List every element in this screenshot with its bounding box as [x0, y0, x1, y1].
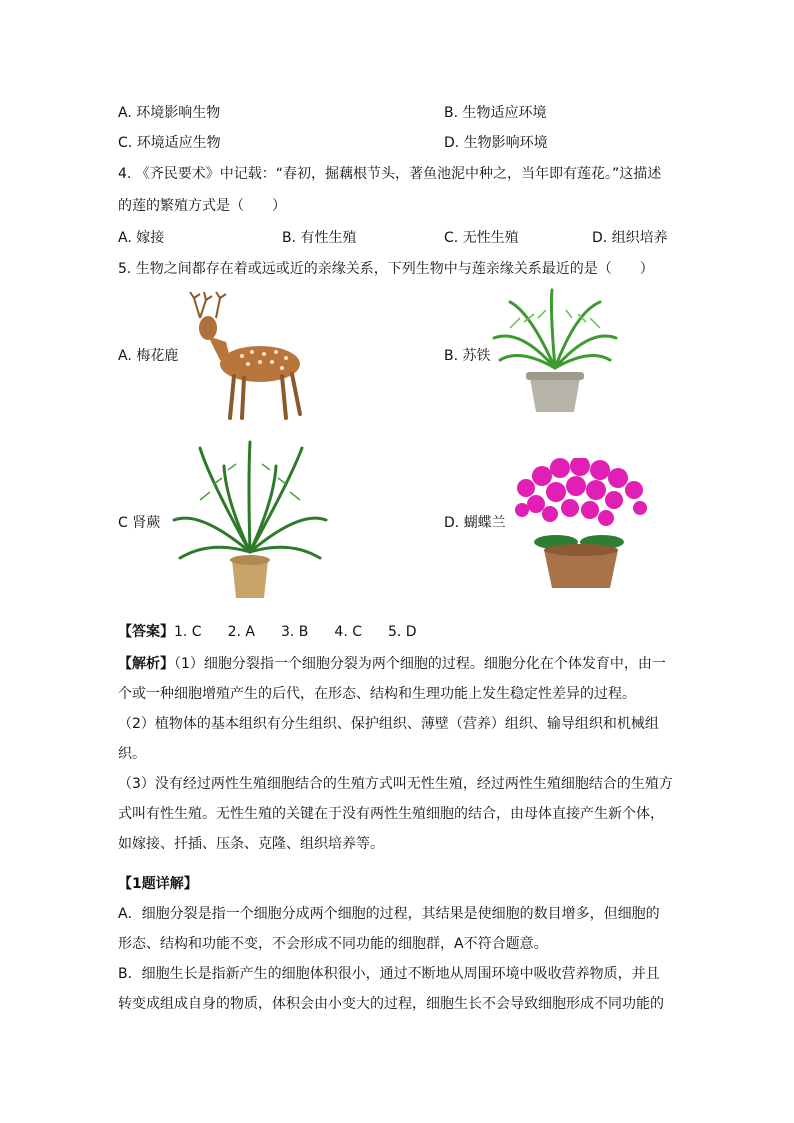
q5-option-c: C 肾蕨 [118, 515, 161, 531]
answer-item: 4. C [334, 624, 362, 640]
detail-title: 【1题详解】 [118, 876, 198, 892]
answer-item: 3. B [280, 624, 309, 640]
analysis-p2-line2: 织。 [118, 746, 146, 762]
analysis-p2-line1: （2）植物体的基本组织有分生组织、保护组织、薄壁（营养）组织、输导组织和机械组 [118, 716, 659, 732]
analysis-p3-line3: 如嫁接、扦插、压条、克隆、组织培养等。 [118, 836, 384, 852]
q4-stem-line2: 的莲的繁殖方式是（ ） [118, 198, 286, 214]
q4-option-c: C. 无性生殖 [444, 230, 519, 246]
q3-option-a: A. 环境影响生物 [118, 105, 221, 121]
q3-option-c: C. 环境适应生物 [118, 135, 221, 151]
detail-b-line2: 转变成组成自身的物质，体积会由小变大的过程，细胞生长不会导致细胞形成不同功能的 [118, 996, 664, 1012]
answer-item: 2. A [227, 624, 255, 640]
detail-section [118, 869, 678, 1019]
answer-line [118, 625, 417, 639]
cycad-plant-image [490, 288, 620, 418]
answer-label: 【答案】 [118, 624, 174, 640]
q4-option-d: D. 组织培养 [592, 230, 668, 246]
analysis-p1-line2: 个或一种细胞增殖产生的后代，在形态、结构和生理功能上发生稳定性差异的过程。 [118, 686, 636, 702]
q5-option-b: B. 苏铁 [444, 348, 491, 364]
sika-deer-image [186, 290, 312, 424]
analysis-p1: 【解析】（1）细胞分裂指一个细胞分裂为两个细胞的过程。细胞分化在个体发育中，由一 [118, 656, 666, 672]
answer-item: 1. C [174, 624, 202, 640]
q5-option-d: D. 蝴蝶兰 [444, 515, 506, 531]
answer-item: 5. D [388, 624, 417, 640]
analysis-p3-line1: （3）没有经过两性生殖细胞结合的生殖方式叫无性生殖，经过两性生殖细胞结合的生殖方 [118, 776, 673, 792]
fern-plant-image [170, 440, 330, 600]
q5-option-a: A. 梅花鹿 [118, 348, 179, 364]
analysis-section [118, 649, 678, 859]
q4-option-b: B. 有性生殖 [282, 230, 357, 246]
detail-a-line1: A．细胞分裂是指一个细胞分成两个细胞的过程，其结果是使细胞的数目增多，但细胞的 [118, 906, 660, 922]
detail-b-line1: B．细胞生长是指新产生的细胞体积很小，通过不断地从周围环境中吸收营养物质，并且 [118, 966, 660, 982]
q5-stem: 5. 生物之间都存在着或远或近的亲缘关系，下列生物中与莲亲缘关系最近的是（ ） [118, 261, 654, 277]
detail-a-line2: 形态、结构和功能不变，不会形成不同功能的细胞群，A不符合题意。 [118, 936, 548, 952]
analysis-p3-line2: 式叫有性生殖。无性生殖的关键在于没有两性生殖细胞的结合，由母体直接产生新个体， [118, 806, 664, 822]
q3-option-b: B. 生物适应环境 [444, 105, 547, 121]
q4-stem-line1: 4. 《齐民要术》中记载：“春初，掘藕根节头，著鱼池泥中种之，当年即有莲花。”这描述 [118, 166, 662, 182]
q3-option-d: D. 生物影响环境 [444, 135, 548, 151]
phalaenopsis-orchid-image [506, 458, 656, 592]
q4-option-a: A. 嫁接 [118, 230, 165, 246]
